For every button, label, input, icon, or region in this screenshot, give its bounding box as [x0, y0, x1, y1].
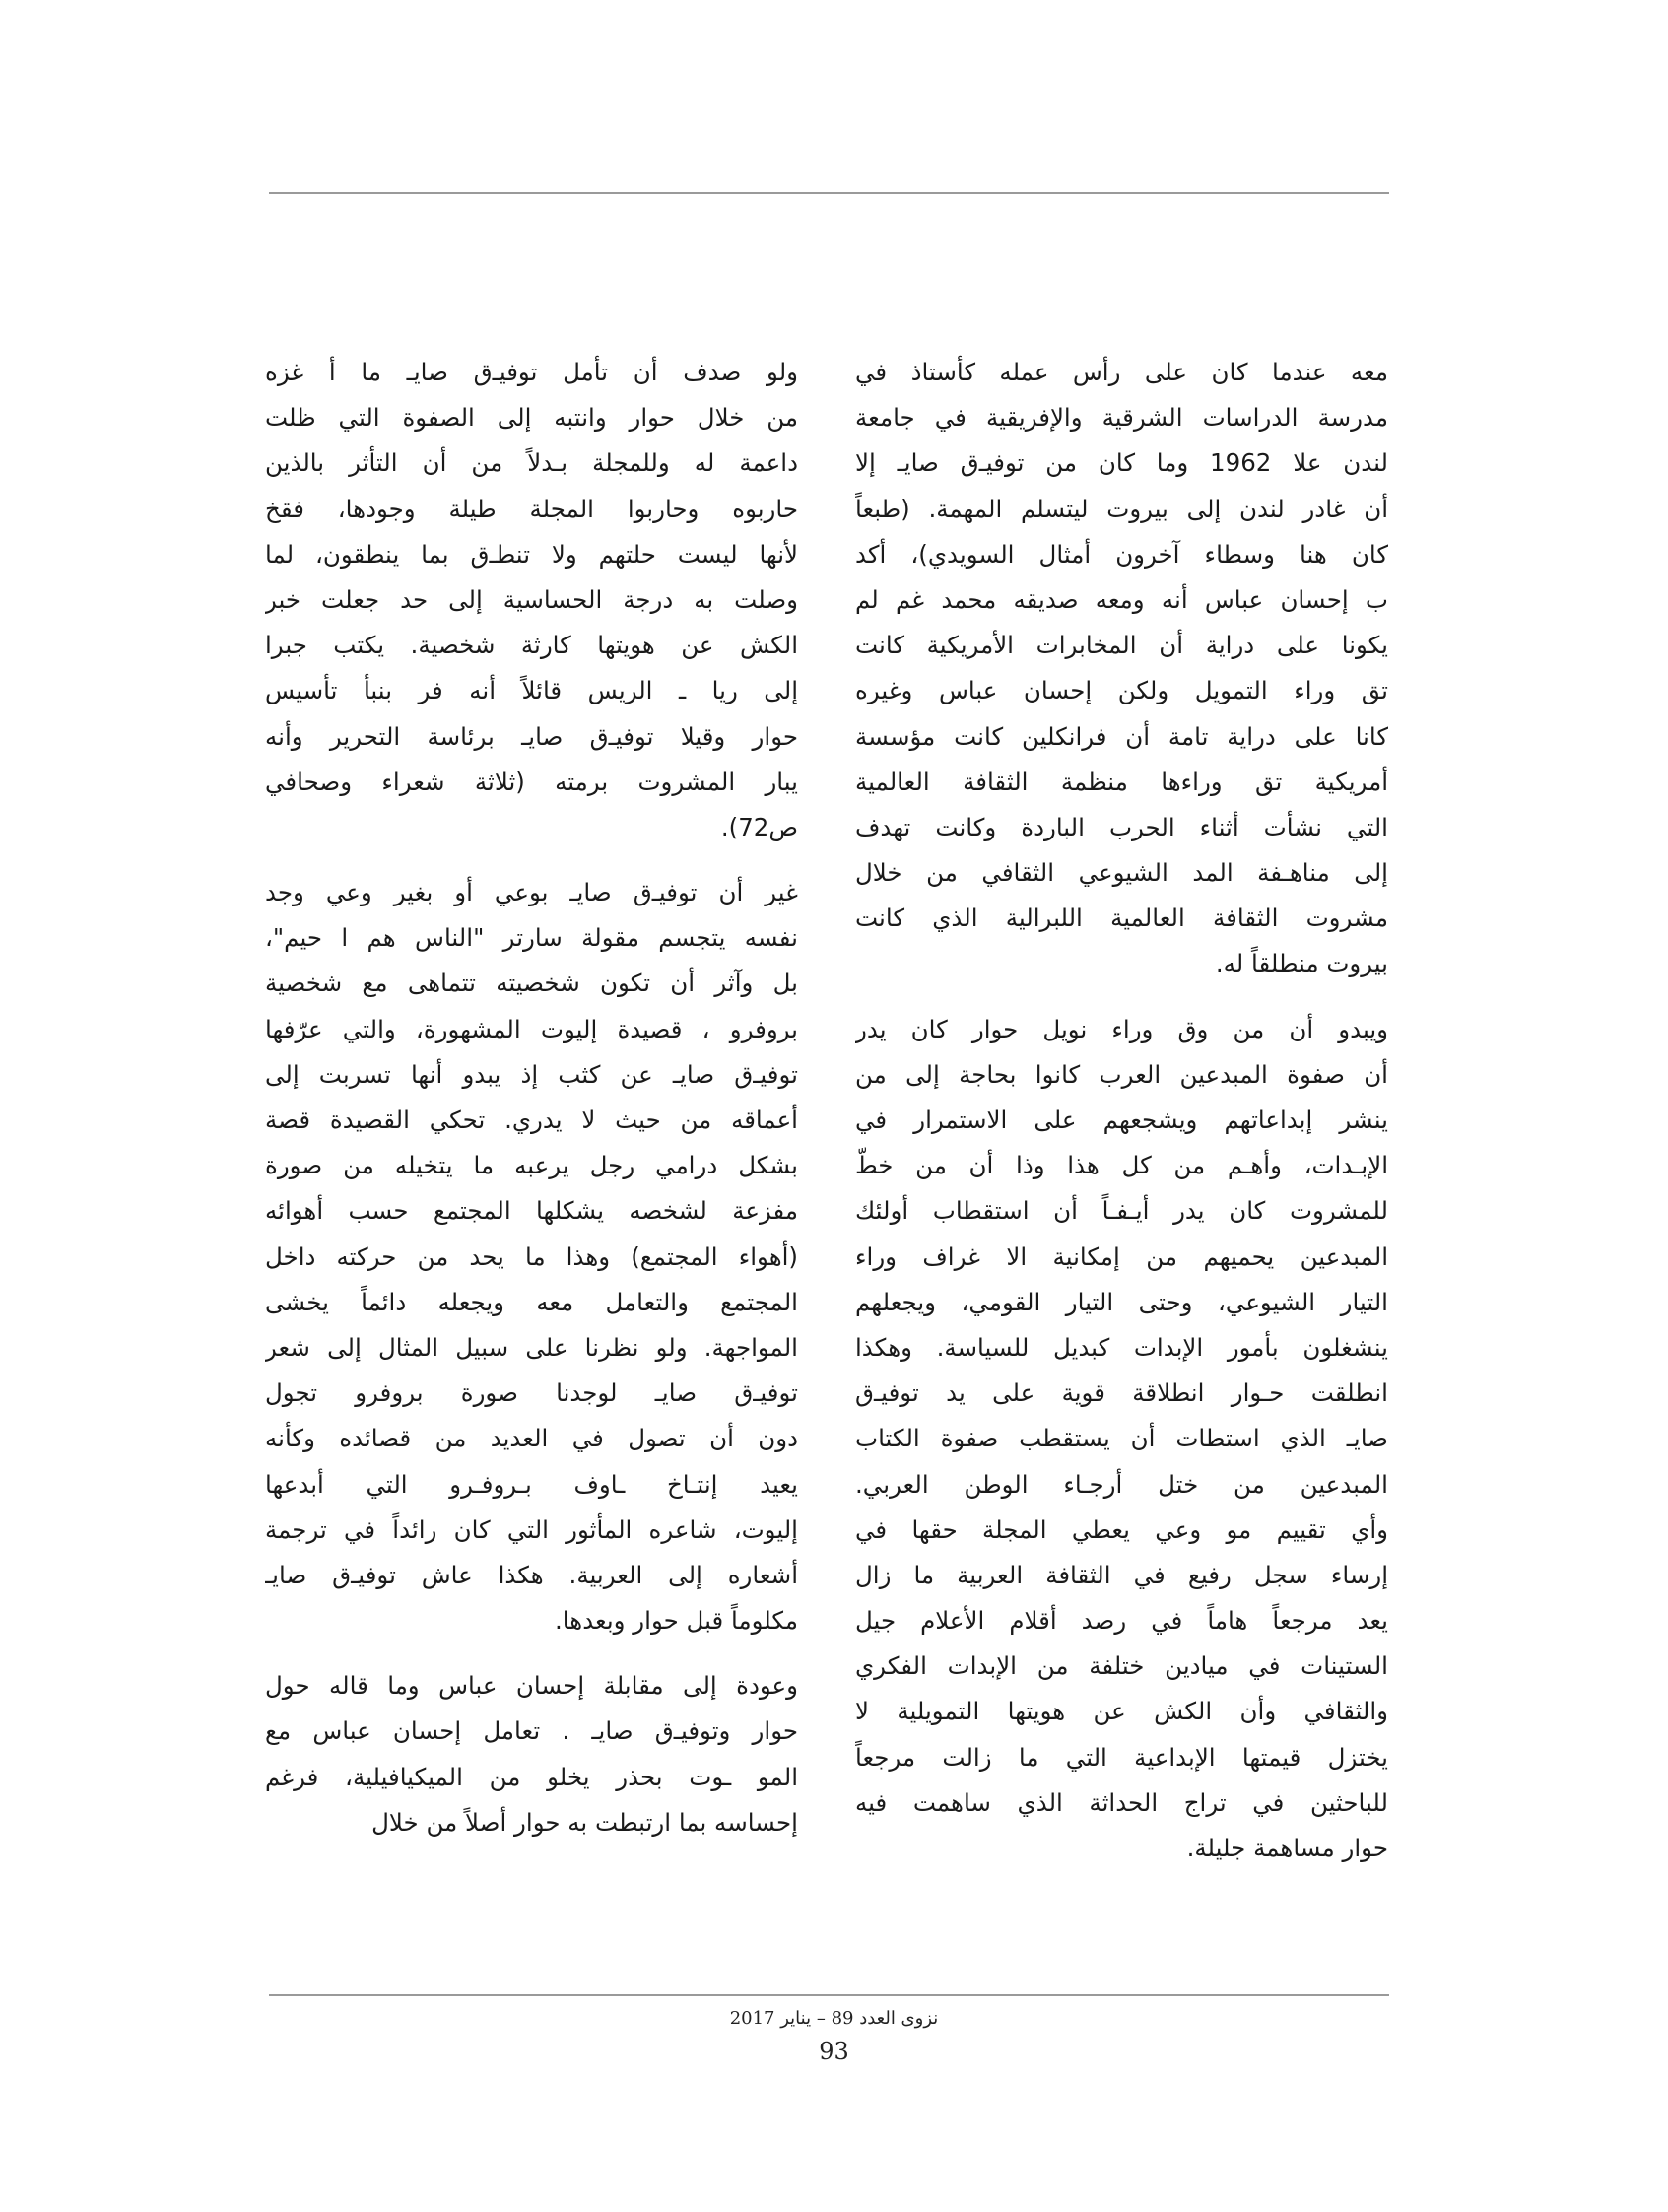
text-line: نفسه يتجسم مقولة سارتر "الناس هم ا حيم"، — [265, 923, 798, 953]
text-line: صايـ الذي استطات أن يستقطب صفوة الكتاب — [855, 1424, 1388, 1453]
text-line: يبار المشروت برمته (ثلاثة شعراء وصحافي — [265, 767, 798, 796]
article-column-left — [265, 350, 798, 1865]
text-line: معه عندما كان على رأس عمله كأستاذ في — [855, 358, 1388, 386]
text-line: ص72). — [720, 812, 798, 841]
text-line: (أهواء المجتمع) وهذا ما يحد من حركته داخل — [265, 1241, 798, 1271]
text-line: إلى ريا ـ الريس قائلاً أنه فر بنبأ تأسيس — [265, 676, 798, 705]
text-line: ينشر إبداعاتهم ويشجعهم على الاستمرار في — [855, 1106, 1388, 1134]
text-line: ب إحسان عباس أنه ومعه صديقه محمد غم لم — [855, 584, 1388, 614]
text-line: يعد مرجعاً هاماً في رصد أقلام الأعلام جيل — [855, 1606, 1388, 1636]
paragraph — [855, 1007, 1388, 1872]
text-line: لأنها ليست حلتهم ولا تنطـ‌ق بما ينطقون، لما — [265, 539, 798, 569]
text-line: للباحثين في تراج الحداثة الذي ساهمت فيه — [855, 1787, 1388, 1817]
text-line: وصلت به درجة الحساسية إلى حد جعلت خبر — [265, 584, 798, 614]
text-line: ولو صدف أن تأمل توفيـ‌ق صايـ ما أ غزه — [265, 358, 798, 386]
header-divider — [269, 192, 1389, 194]
text-line: مشروت الثقافة العالمية اللبرالية الذي كانت — [855, 904, 1388, 933]
text-line: الكش عن هويتها كارثة شخصية. يكتب جبرا — [265, 631, 798, 660]
text-line: المو ـوت بحذر يخلو من الميكيافيلية، فرغم — [265, 1762, 798, 1791]
text-line: ينشغلون بأمور الإبدات كبديل للسياسة. وهكذا — [855, 1332, 1388, 1362]
text-line: من خلال حوار وانتبه إلى الصفوة التي ظلت — [265, 403, 798, 433]
text-line: داعمة له وللمجلة بـدلاً من أن التأثر بالذين — [265, 448, 798, 478]
text-line: المبدعين يحميهم من إمكانية الا غراف وراء — [855, 1241, 1388, 1271]
text-line: يعيد إنتـاخ ـاوف بـروفـرو التي أبدعها — [265, 1469, 798, 1499]
text-line: إليوت، شاعره المأثور التي كان رائداً في ترجمة — [265, 1514, 798, 1544]
text-line: يكونا على دراية أن المخابرات الأمريكية كانت — [855, 631, 1388, 660]
text-line: إرساء سجل رفيع في الثقافة العربية ما زال — [855, 1560, 1388, 1589]
text-line: حوار وقيلا توفيـ‌ق صايـ برئاسة التحرير وأنه — [265, 721, 798, 751]
text-line: المجتمع والتعامل معه ويجعله دائماً يخشى — [265, 1287, 798, 1316]
text-line: إلى مناهـفة المد الشيوعي الثقافي من خلال — [855, 858, 1388, 888]
text-line: توفيـ‌ق صايـ عن كثب إذ يبدو أنها تسربت إلى — [265, 1059, 798, 1089]
text-line: التيار الشيوعي، وحتى التيار القومي، ويجعلهم — [855, 1287, 1388, 1316]
paragraph — [265, 870, 798, 1643]
text-line: مكلوماً قبل حوار وبعدها. — [555, 1606, 798, 1636]
text-line: يختزل قيمتها الإبداعية التي ما زالت مرجعاً — [855, 1742, 1388, 1772]
text-line: بيروت منطلقاً له. — [1215, 949, 1388, 978]
paragraph — [855, 350, 1388, 987]
paragraph — [265, 1663, 798, 1845]
text-line: إحساسه بما ارتبطت به حوار أصلاً من خلال — [371, 1807, 798, 1837]
text-line: ويبدو أن من وق وراء نويل حوار كان يدر — [855, 1014, 1388, 1043]
text-line: وعودة إلى مقابلة إحسان عباس وما قاله حول — [265, 1671, 798, 1701]
text-line: توفيـ‌ق صايـ لوجدنا صورة بروفرو تجول — [265, 1378, 798, 1408]
text-line: أعماقه من حيث لا يدري. تحكي القصيدة قصة — [265, 1106, 798, 1134]
text-line: حوار مساهمة جليلة. — [1186, 1834, 1388, 1862]
text-line: أشعاره إلى العربية. هكذا عاش توفيـ‌ق صايـ — [265, 1560, 798, 1589]
text-line: التي نشأت أثناء الحرب الباردة وكانت تهدف — [855, 812, 1388, 841]
text-line: كانا على دراية تامة أن فرانكلين كانت مؤسسة — [855, 721, 1388, 751]
text-line: أن غادر لندن إلى بيروت ليتسلم المهمة. (طبعاً — [855, 494, 1388, 523]
text-line: أن صفوة المبدعين العرب كانوا بحاجة إلى من — [855, 1059, 1388, 1089]
text-line: كان هنا وسطاء آخرون أمثال السويدي)، أكد — [855, 539, 1388, 569]
text-line: أمريكية تق وراءها منظمة الثقافة العالمية — [855, 767, 1388, 796]
text-line: انطلقت حـوار انطلاقة قوية على يد توفيـ‌ق — [855, 1378, 1388, 1408]
text-line: غير أن توفيـ‌ق صايـ بوعي أو بغير وعي وجد — [265, 878, 798, 907]
footer-divider — [269, 1994, 1389, 1996]
text-line: بروفرو ، قصيدة إليوت المشهورة، والتي عرّفها — [265, 1014, 798, 1043]
text-line: المبدعين من ختل أرجـاء الوطن العربي. — [855, 1469, 1388, 1499]
paragraph — [265, 350, 798, 850]
text-line: والثقافي وأن الكش عن هويتها التمويلية لا — [855, 1697, 1388, 1726]
text-line: تق وراء التمويل ولكن إحسان عباس وغيره — [855, 676, 1388, 705]
text-line: بل وآثر أن تكون شخصيته تتماهى مع شخصية — [265, 969, 798, 998]
text-line: حاربوه وحاربوا المجلة طيلة وجودها، فقخ — [265, 494, 798, 523]
text-line: للمشروت كان يدر أيـفـاً أن استقطاب أولئك — [855, 1196, 1388, 1226]
page-number: 93 — [819, 2038, 849, 2065]
text-line: مدرسة الدراسات الشرقية والإفريقية في جامعة — [855, 403, 1388, 433]
text-line: بشكل درامي رجل يرعبه ما يتخيله من صورة — [265, 1151, 798, 1180]
text-line: الإبـدات، وأهـم من كل هذا وذا أن من خطّ — [855, 1151, 1388, 1180]
text-line: المواجهة. ولو نظرنا على سبيل المثال إلى شعر — [265, 1332, 798, 1362]
text-line: الستينات في ميادين ختلفة من الإبدات الفكري — [855, 1651, 1388, 1681]
text-line: حوار وتوفيـ‌ق صايـ . تعامل إحسان عباس مع — [265, 1716, 798, 1746]
text-line: وأي تقييم مو وعي يعطي المجلة حقها في — [855, 1514, 1388, 1544]
footer-issue-info: نزوى العدد 89 – يناير 2017 — [729, 2008, 939, 2029]
text-line: دون أن تصول في العديد من قصائده وكأنه — [265, 1424, 798, 1453]
text-line: مفزعة لشخصه يشكلها المجتمع حسب أهوائه — [265, 1196, 798, 1226]
text-line: لندن علا 1962 وما كان من توفيـ‌ق صايـ إلا — [855, 448, 1388, 478]
article-column-right — [855, 350, 1388, 1891]
